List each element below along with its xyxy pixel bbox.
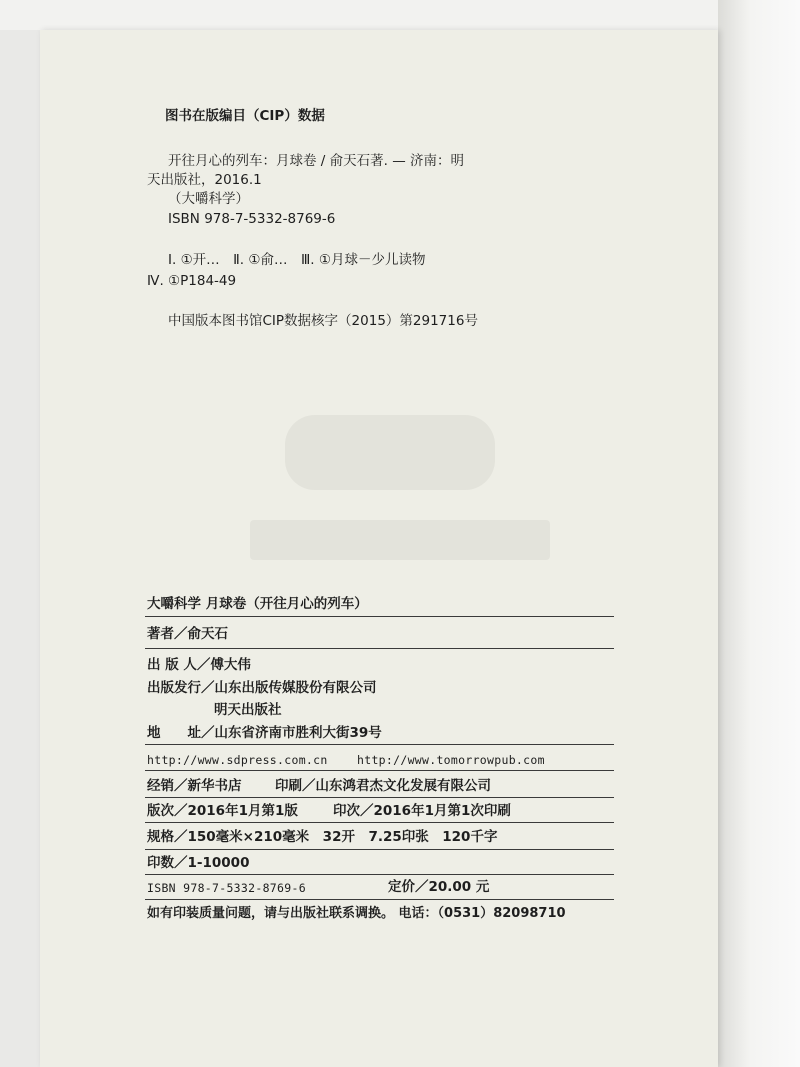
cip-isbn: ISBN 978-7-5332-8769-6 xyxy=(168,211,336,227)
divider xyxy=(145,770,614,771)
cip-series: （大嚼科学） xyxy=(168,191,249,207)
divider xyxy=(145,849,614,850)
divider xyxy=(145,899,614,900)
book-spine xyxy=(718,0,800,1067)
colophon-website: http://www.tomorrowpub.com xyxy=(357,753,545,767)
colophon-address: 地 址／山东省济南市胜利大街39号 xyxy=(147,725,382,741)
show-through-mark xyxy=(250,520,550,560)
colophon-distributor: 经销／新华书店 xyxy=(147,778,242,794)
divider xyxy=(145,648,614,649)
divider xyxy=(145,616,614,617)
colophon-edition: 版次／2016年1月第1版 xyxy=(147,803,298,819)
divider xyxy=(145,874,614,875)
colophon-isbn: ISBN 978-7-5332-8769-6 xyxy=(147,881,306,895)
colophon-website: http://www.sdpress.com.cn xyxy=(147,753,328,767)
colophon-publisher: 出版发行／山东出版传媒股份有限公司 xyxy=(147,680,377,696)
colophon-specs: 规格／150毫米×210毫米 32开 7.25印张 120千字 xyxy=(147,829,498,845)
colophon-imprint: 明天出版社 xyxy=(214,702,282,718)
colophon-publisher-person: 出 版 人／傅大伟 xyxy=(147,657,251,673)
cip-line: 天出版社，2016.1 xyxy=(147,172,262,188)
colophon-printer: 印刷／山东鸿君杰文化发展有限公司 xyxy=(275,778,491,794)
cip-classification: Ⅳ. ①P184-49 xyxy=(147,273,237,289)
colophon-printing: 印次／2016年1月第1次印刷 xyxy=(333,803,511,819)
cip-record-number: 中国版本图书馆CIP数据核字（2015）第291716号 xyxy=(168,313,478,329)
cip-line: 开往月心的列车：月球卷 / 俞天石著. — 济南：明 xyxy=(168,153,465,169)
divider xyxy=(145,822,614,823)
colophon-title: 大嚼科学 月球卷（开往月心的列车） xyxy=(147,596,368,612)
colophon-notice: 如有印装质量问题，请与出版社联系调换。 电话：（0531）82098710 xyxy=(147,906,566,921)
divider xyxy=(145,744,614,745)
colophon-price: 定价／20.00 元 xyxy=(388,879,490,895)
background-edge xyxy=(0,0,800,30)
divider xyxy=(145,797,614,798)
colophon-print-run: 印数／1-10000 xyxy=(147,855,250,871)
show-through-mark xyxy=(285,415,495,490)
colophon-author: 著者／俞天石 xyxy=(147,626,228,642)
cip-heading: 图书在版编目（CIP）数据 xyxy=(165,108,325,124)
cip-classification: Ⅰ. ①开… Ⅱ. ①俞… Ⅲ. ①月球－少儿读物 xyxy=(168,252,426,268)
